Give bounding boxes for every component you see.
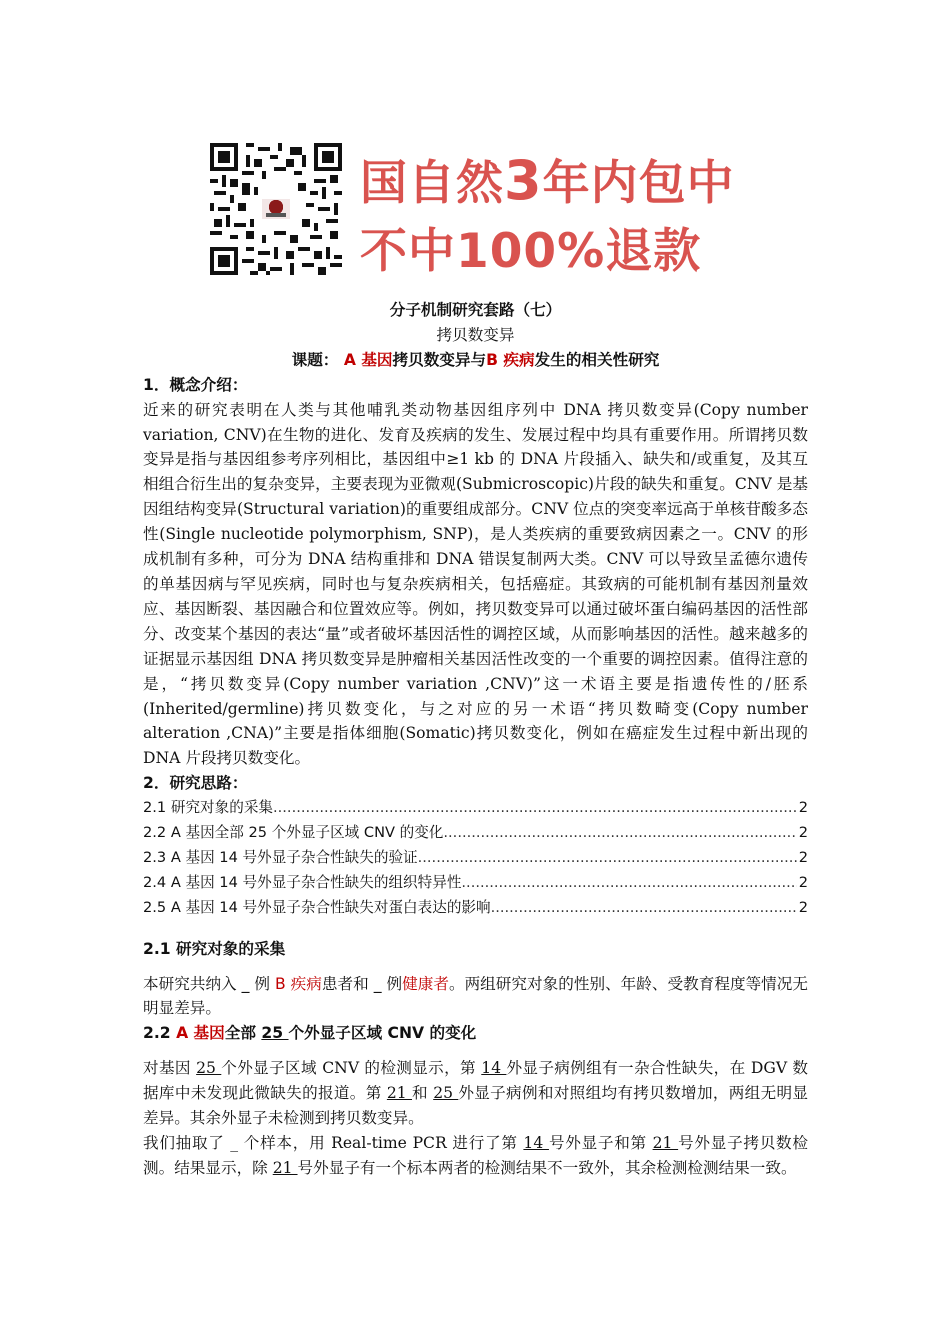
toc-entry[interactable]: 2.1 研究对象的采集 ..... 2: [143, 796, 808, 821]
toc-entry[interactable]: 2.5 A 基因 14 号外显子杂合性缺失对蛋白表达的影响 ..... 2: [143, 896, 808, 921]
toc-entry[interactable]: 2.2 A 基因全部 25 个外显子区域 CNV 的变化 ..... 2: [143, 821, 808, 846]
section-2-2-heading: 2.2 A 基因全部 25 个外显子区域 CNV 的变化: [143, 1024, 477, 1043]
qr-code-icon[interactable]: [210, 143, 342, 275]
doc-title: 分子机制研究套路（七）: [389, 301, 562, 319]
promo-line-1: 国自然3年内包中: [360, 149, 735, 212]
section-2-2-paragraph-2: 我们抽取了 _ 个样本，用 Real-time PCR 进行了第 14 号外显子和第 21 号外显子拷贝数检测。结果显示，除 21 号外显子有一个标本两者的检测结果不一致外，其余检测检测结果一致。: [143, 1134, 808, 1177]
document-body: [143, 298, 808, 1181]
topic-disease: B 疾病: [486, 350, 535, 369]
section-2-1-paragraph: 本研究共纳入 _ 例 B 疾病患者和 _ 例健康者。两组研究对象的性别、年龄、受教育程度等情况无明显差异。: [143, 974, 808, 1018]
doc-topic: 课题： A 基因拷贝数变异与B 疾病发生的相关性研究: [291, 350, 660, 369]
section-2-heading: 2．研究思路：: [143, 774, 248, 793]
section-2-1-heading: 2.1 研究对象的采集: [143, 939, 286, 958]
promo-banner[interactable]: [210, 140, 750, 279]
table-of-contents: [143, 796, 808, 921]
doc-subtitle: 拷贝数变异: [436, 325, 515, 344]
toc-entry[interactable]: 2.4 A 基因 14 号外显子杂合性缺失的组织特异性 ..... 2: [143, 871, 808, 896]
promo-line-2: 不中100%退款: [360, 224, 702, 279]
section-1-paragraph: 近来的研究表明在人类与其他哺乳类动物基因组序列中 DNA 拷贝数变异(Copy number variation, CNV)在生物的进化、发育及疾病的发生、发展过程中均具有重要作用。所谓拷贝数变异是指与基因组参考序列相比，基因组中≥1 kb 的 DNA 片段插入、缺失和/或重复，及其互相组合衍生出的复杂变异，主要表现为亚微观(Submicroscopic)片段的缺失和重复。CNV 是基因组结构变异(Structural variation)的重要组成部分。CNV 位点的突变率远高于单核苷酸多态性(Single nucleotide polymorphism, SNP)，是人类疾病的重要致病因素之一。CNV 的形成机制有多种，可分为 DNA 结构重排和 DNA 错误复制两大类。CNV 可以导致呈孟德尔遗传的单基因病与罕见疾病，同时也与复杂疾病相关，包括癌症。其致病的可能机制有基因剂量效应、基因断裂、基因融合和位置效应等。例如，拷贝数变异可以通过破坏蛋白编码基因的活性部分、改变某个基因的表达“量”或者破坏基因活性的调控区域，从而影响基因的活性。越来越多的证据显示基因组 DNA 拷贝数变异是肿瘤相关基因活性改变的一个重要的调控因素。值得注意的是，“拷贝数变异(Copy number variation ,CNV)”这一术语主要是指遗传性的/胚系(Inherited/germline)拷贝数变化，与之对应的另一术语“拷贝数畸变(Copy number alteration ,CNA)”主要是指体细胞(Somatic)拷贝数变化，例如在癌症发生过程中新出现的 DNA 片段拷贝数变化。: [143, 400, 808, 768]
section-2-2-paragraph-1: 对基因 25 个外显子区域 CNV 的检测显示，第 14 外显子病例组有一杂合性缺失，在 DGV 数据库中未发现此微缺失的报道。第 21 和 25 外显子病例和对照组均有拷贝数增加，两组无明显差异。其余外显子未检测到拷贝数变异。: [143, 1059, 808, 1128]
topic-gene: A 基因: [343, 350, 393, 369]
toc-entry[interactable]: 2.3 A 基因 14 号外显子杂合性缺失的验证 ..... 2: [143, 846, 808, 871]
section-1-heading: 1．概念介绍：: [143, 375, 248, 394]
